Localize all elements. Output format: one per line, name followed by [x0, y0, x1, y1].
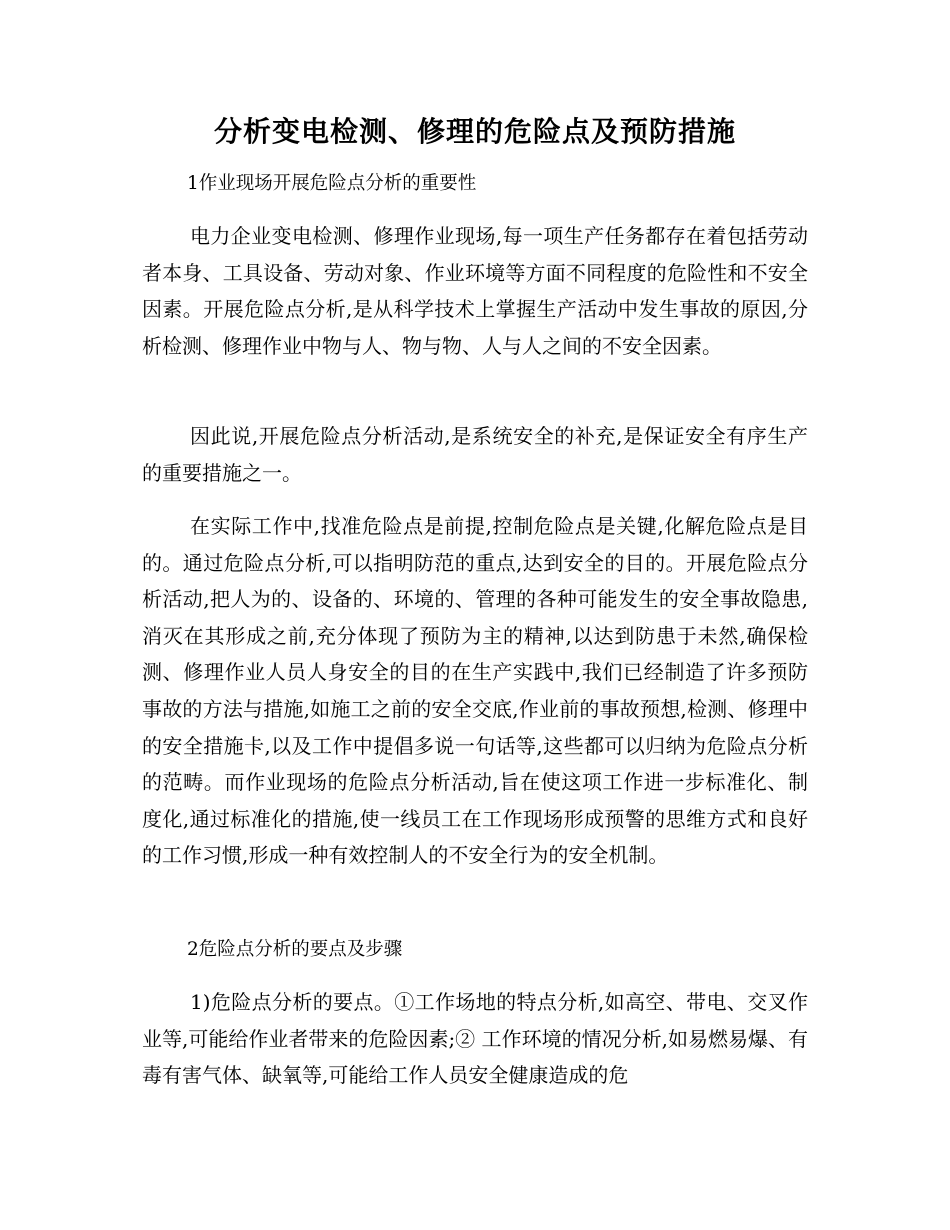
paragraph-2: 因此说,开展危险点分析活动,是系统安全的补充,是保证安全有序生产的重要措施之一。 [142, 424, 808, 485]
section-heading-1: 1作业现场开展危险点分析的重要性 [187, 173, 477, 194]
paragraph-4: 1)危险点分析的要点。①工作场地的特点分析,如高空、带电、交叉作业等,可能给作业者带来的危险因素;② 工作环境的情况分析,如易燃易爆、有毒有害气体、缺氧等,可能给工作人员安全健康造成的危 [142, 990, 808, 1088]
paragraph-3: 在实际工作中,找准危险点是前提,控制危险点是关键,化解危险点是目的。通过危险点分析,可以指明防范的重点,达到安全的目的。开展危险点分析活动,把人为的、设备的、环境的、管理的各种可能发生的安全事故隐患,消灭在其形成之前,充分体现了预防为主的精神,以达到防患于未然,确保检测、修理作业人员人身安全的目的在生产实践中,我们已经制造了许多预防事故的方法与措施,如施工之前的安全交底,作业前的事故预想,检测、修理中的安全措施卡,以及工作中提倡多说一句话等,这些都可以归纳为危险点分析的范畴。而作业现场的危险点分析活动,旨在使这项工作进一步标准化、制度化,通过标准化的措施,使一线员工在工作现场形成预警的思维方式和良好的工作习惯,形成一种有效控制人的不安全行为的安全机制。 [142, 514, 808, 868]
section-heading-2: 2危险点分析的要点及步骤 [187, 939, 403, 960]
paragraph-1: 电力企业变电检测、修理作业现场,每一项生产任务都存在着包括劳动者本身、工具设备、劳动对象、作业环境等方面不同程度的危险性和不安全因素。开展危险点分析,是从科学技术上掌握生产活动中发生事故的原因,分析检测、修理作业中物与人、物与物、人与人之间的不安全因素。 [142, 224, 808, 358]
document-title: 分析变电检测、修理的危险点及预防措施 [213, 115, 736, 148]
